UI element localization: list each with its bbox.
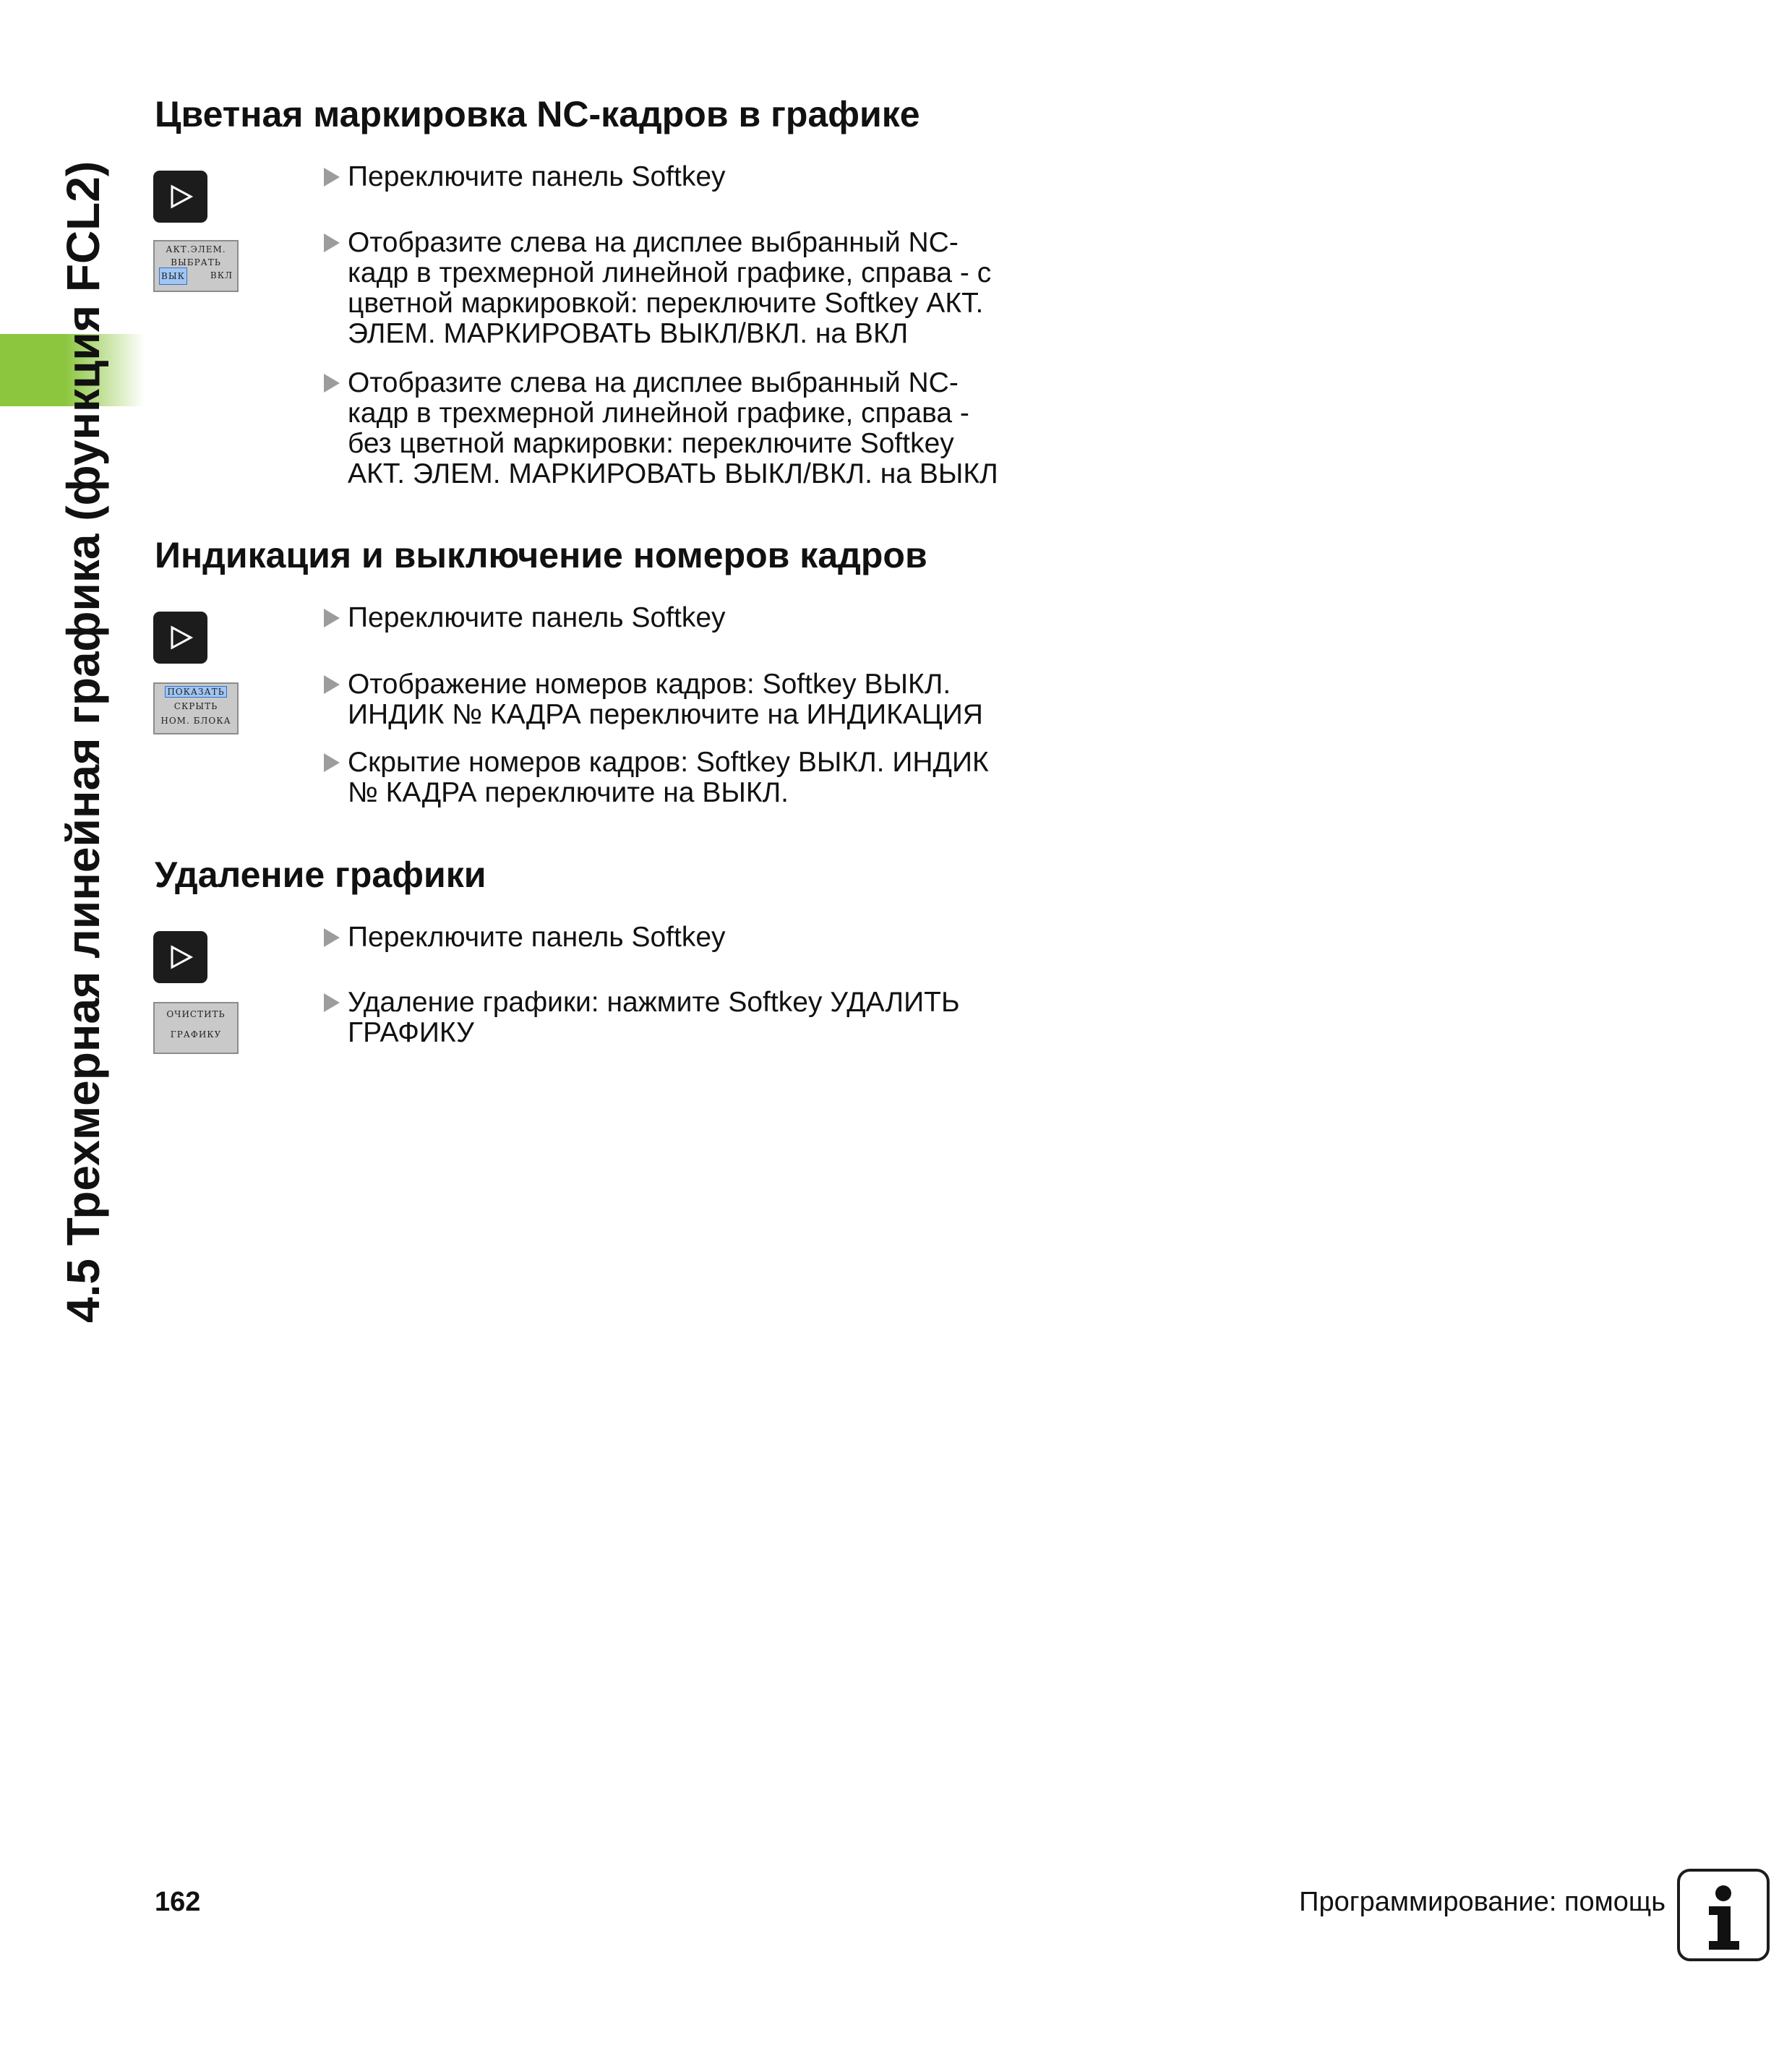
bullet-arrow-icon [324, 675, 340, 694]
bullet-arrow-icon [324, 374, 340, 393]
step-item: Скрытие номеров кадров: Softkey ВЫКЛ. ИНДИК № КАДРА переключите на ВЫКЛ. [324, 747, 1003, 808]
step-item: Переключите панель Softkey [324, 603, 1003, 633]
bullet-arrow-icon [324, 993, 340, 1012]
softkey-label: ВЫБРАТЬ [171, 257, 221, 267]
play-arrow-icon [168, 625, 194, 651]
footer-chapter-text: Программирование: помощь [1299, 1887, 1665, 1917]
chapter-title: 4.5 Трехмерная линейная графика (функция FCL2) [57, 160, 109, 1323]
section-title-color-marking: Цветная маркировка NC-кадров в графике [155, 94, 920, 134]
softkey-show-label: ПОКАЗАТЬ [165, 686, 226, 698]
next-softkey-row-key[interactable] [153, 931, 207, 983]
softkey-act-elem-select[interactable] [153, 240, 239, 292]
softkey-on-label: ВКЛ [210, 270, 233, 280]
softkey-off-label: ВЫК [159, 267, 187, 285]
softkey-label: СКРЫТЬ [173, 701, 218, 711]
softkey-label: ОЧИСТИТЬ [166, 1009, 226, 1019]
info-icon [1677, 1869, 1770, 1961]
softkey-label: НОМ. БЛОКА [160, 716, 231, 726]
page-number: 162 [155, 1887, 201, 1917]
next-softkey-row-key[interactable] [153, 612, 207, 664]
chapter-title-wrap [51, 94, 116, 1323]
step-item: Удаление графики: нажмите Softkey УДАЛИТЬ ГРАФИКУ [324, 987, 1003, 1048]
step-item: Отобразите слева на дисплее выбранный NC-кадр в трехмерной линейной графике, справа - без цветной маркировки: переключите Softkey АКТ. ЭЛЕМ. МАРКИРОВАТЬ ВЫКЛ/ВКЛ. на ВЫКЛ [324, 368, 1003, 489]
next-softkey-row-key[interactable] [153, 171, 207, 223]
bullet-arrow-icon [324, 609, 340, 627]
play-arrow-icon [168, 944, 194, 970]
play-arrow-icon [168, 184, 194, 210]
softkey-label: АКТ.ЭЛЕМ. [166, 244, 226, 254]
step-item: Переключите панель Softkey [324, 922, 1003, 953]
softkey-clear-graphics[interactable] [153, 1002, 239, 1054]
bullet-arrow-icon [324, 928, 340, 947]
step-item: Переключите панель Softkey [324, 162, 1003, 192]
bullet-arrow-icon [324, 753, 340, 772]
section-title-clear-graphics: Удаление графики [155, 854, 486, 895]
softkey-show-hide-block-number[interactable] [153, 682, 239, 734]
section-title-block-numbers: Индикация и выключение номеров кадров [155, 535, 927, 575]
step-item: Отображение номеров кадров: Softkey ВЫКЛ. ИНДИК № КАДРА переключите на ИНДИКАЦИЯ [324, 669, 1003, 730]
bullet-arrow-icon [324, 233, 340, 252]
softkey-label: ГРАФИКУ [170, 1029, 222, 1040]
step-item: Отобразите слева на дисплее выбранный NC-кадр в трехмерной линейной графике, справа - с цветной маркировкой: переключите Softkey АКТ. ЭЛЕМ. МАРКИРОВАТЬ ВЫКЛ/ВКЛ. на ВКЛ [324, 228, 1003, 349]
bullet-arrow-icon [324, 168, 340, 187]
